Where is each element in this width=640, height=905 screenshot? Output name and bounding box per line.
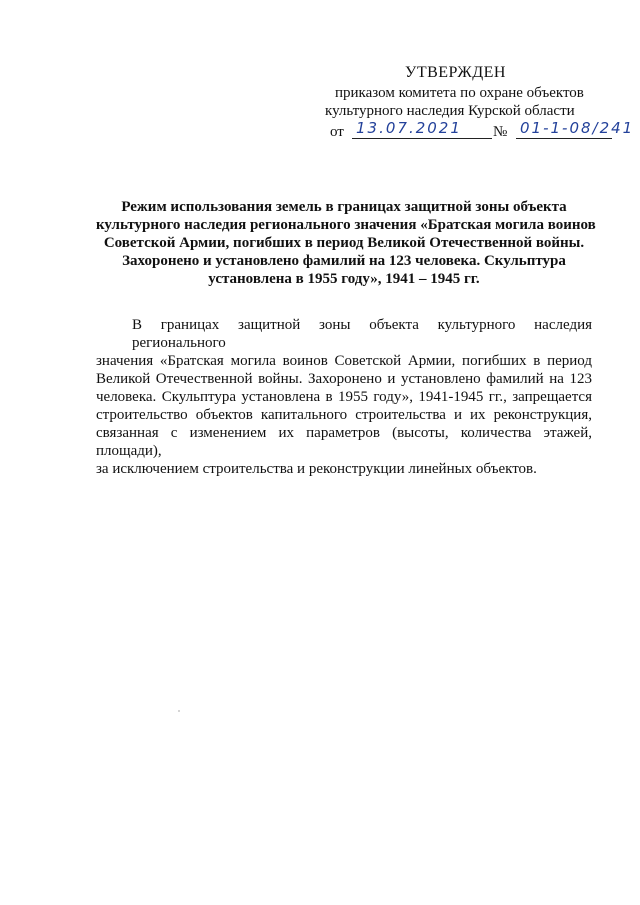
document-heading (96, 198, 596, 288)
approval-date-number-line (330, 119, 635, 143)
body-line: за исключением строительства и реконструкции линейных объектов. (96, 461, 537, 477)
body-line: Великой Отечественной войны. Захоронено и установлено фамилий на 123 (96, 371, 592, 387)
handwritten-order-number: 01-1-08/241 (516, 119, 612, 139)
document-body-paragraph (96, 316, 592, 478)
body-line: человека. Скульптура установлена в 1955 году», 1941-1945 гг., запрещается (96, 389, 592, 405)
body-line: значения «Братская могила воинов Советской Армии, погибших в период (96, 353, 592, 369)
date-label: от (330, 124, 344, 140)
heading-line: Режим использования земель в границах защитной зоны объекта (121, 199, 567, 215)
body-line: строительство объектов капитального строительства и их реконструкция, (96, 407, 592, 423)
handwritten-date: 13.07.2021 (352, 119, 492, 139)
number-label: № (493, 124, 508, 140)
body-line: В границах защитной зоны объекта культурного наследия регионального (132, 317, 592, 351)
heading-line: Советской Армии, погибших в период Великой Отечественной войны. (103, 235, 585, 251)
body-line: связанная с изменением их параметров (высоты, количества этажей, площади), (96, 425, 592, 459)
approval-line-committee: культурного наследия Курской области (325, 103, 575, 119)
approval-stamp-block (320, 64, 635, 143)
heading-line: культурного наследия регионального значения «Братская могила воинов (96, 217, 596, 233)
approval-line-order: приказом комитета по охране объектов (335, 85, 584, 101)
heading-line: установлена в 1955 году», 1941 – 1945 гг. (208, 271, 480, 287)
scan-speck (178, 710, 180, 712)
approval-title: УТВЕРЖДЕН (405, 64, 506, 81)
heading-line: Захоронено и установлено фамилий на 123 человека. Скульптура (122, 253, 566, 269)
